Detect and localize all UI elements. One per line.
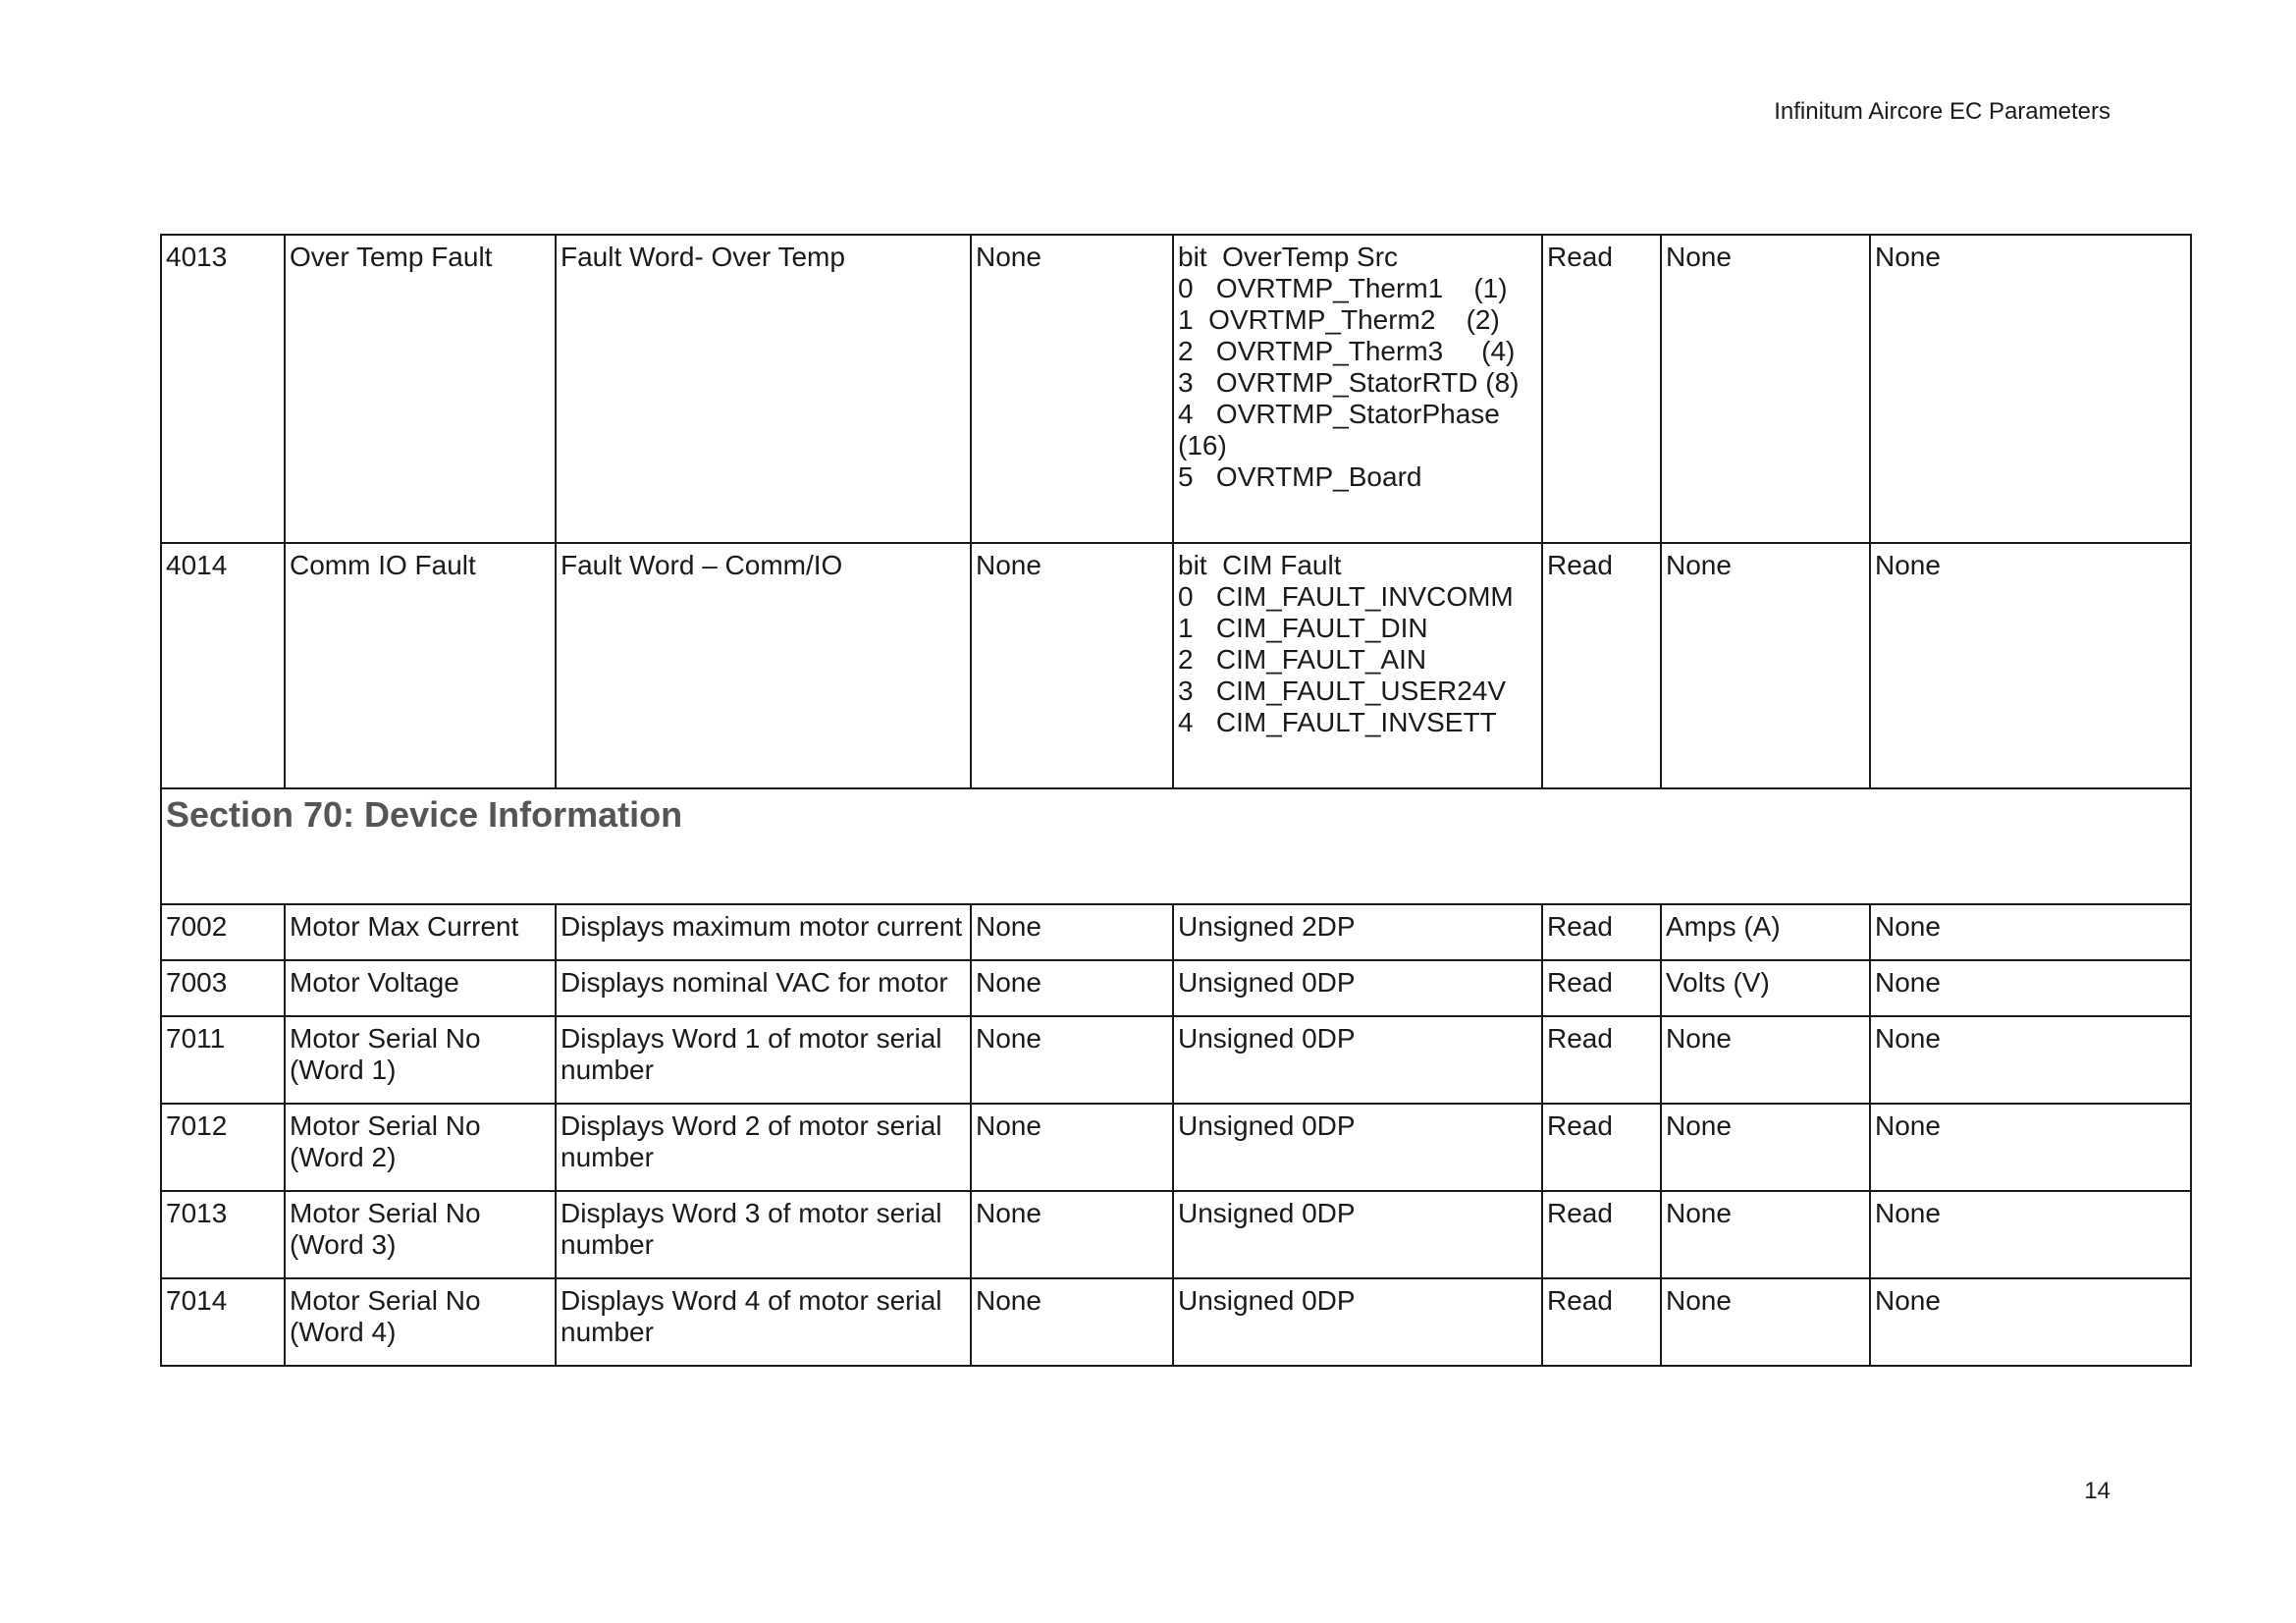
bit-line: (16) — [1178, 430, 1227, 460]
param-description: Displays Word 1 of motor serial number — [556, 1016, 971, 1104]
param-access: Read — [1542, 1278, 1661, 1366]
param-description: Displays Word 3 of motor serial number — [556, 1191, 971, 1278]
param-access: Read — [1542, 904, 1661, 960]
param-unit-scale: None — [971, 904, 1173, 960]
param-id: 7002 — [161, 904, 285, 960]
parameter-table — [160, 234, 2192, 1367]
page-header: Infinitum Aircore EC Parameters — [1774, 98, 2110, 125]
param-extra: None — [1870, 543, 2191, 788]
table-row — [161, 960, 2191, 1016]
param-units: Volts (V) — [1661, 960, 1870, 1016]
param-units: Amps (A) — [1661, 904, 1870, 960]
param-name: Over Temp Fault — [285, 235, 556, 543]
param-extra: None — [1870, 1016, 2191, 1104]
param-access: Read — [1542, 543, 1661, 788]
param-id: 4014 — [161, 543, 285, 788]
section-row — [161, 788, 2191, 904]
bit-line: 3 OVRTMP_StatorRTD (8) — [1178, 367, 1520, 398]
param-unit-scale: None — [971, 1191, 1173, 1278]
param-access: Read — [1542, 1016, 1661, 1104]
bit-header: bit CIM Fault — [1178, 550, 1342, 580]
param-extra: None — [1870, 1191, 2191, 1278]
bit-line: 2 CIM_FAULT_AIN — [1178, 644, 1427, 675]
param-id: 7014 — [161, 1278, 285, 1366]
param-access: Read — [1542, 1191, 1661, 1278]
bit-line: 0 OVRTMP_Therm1 (1) — [1178, 273, 1508, 303]
param-access: Read — [1542, 1104, 1661, 1191]
bit-line: 4 OVRTMP_StatorPhase — [1178, 399, 1500, 429]
param-format: Unsigned 0DP — [1173, 1278, 1542, 1366]
table-row — [161, 904, 2191, 960]
param-format: Unsigned 2DP — [1173, 904, 1542, 960]
param-units: None — [1661, 1191, 1870, 1278]
param-description: Displays Word 2 of motor serial number — [556, 1104, 971, 1191]
param-access: Read — [1542, 235, 1661, 543]
param-format: Unsigned 0DP — [1173, 1191, 1542, 1278]
bit-line: 0 CIM_FAULT_INVCOMM — [1178, 581, 1514, 612]
param-description: Displays maximum motor current — [556, 904, 971, 960]
param-description: Fault Word – Comm/IO — [556, 543, 971, 788]
param-name: Motor Serial No (Word 3) — [285, 1191, 556, 1278]
param-description: Displays nominal VAC for motor — [556, 960, 971, 1016]
bit-line: 5 OVRTMP_Board — [1178, 461, 1422, 492]
table-row — [161, 235, 2191, 543]
table-row — [161, 1016, 2191, 1104]
param-id: 7003 — [161, 960, 285, 1016]
bit-line: 4 CIM_FAULT_INVSETT — [1178, 707, 1497, 737]
param-extra: None — [1870, 960, 2191, 1016]
param-extra: None — [1870, 904, 2191, 960]
param-extra: None — [1870, 235, 2191, 543]
param-unit-scale: None — [971, 543, 1173, 788]
section-cell — [161, 788, 2191, 904]
param-units: None — [1661, 1016, 1870, 1104]
param-name: Motor Serial No (Word 1) — [285, 1016, 556, 1104]
param-units: None — [1661, 1278, 1870, 1366]
bit-line: 1 OVRTMP_Therm2 (2) — [1178, 304, 1500, 335]
bit-line: 3 CIM_FAULT_USER24V — [1178, 676, 1507, 706]
table-row — [161, 1278, 2191, 1366]
page-number: 14 — [2084, 1478, 2110, 1504]
param-format: Unsigned 0DP — [1173, 960, 1542, 1016]
table-row — [161, 543, 2191, 788]
param-extra: None — [1870, 1278, 2191, 1366]
param-extra: None — [1870, 1104, 2191, 1191]
table-row — [161, 1191, 2191, 1278]
param-id: 7013 — [161, 1191, 285, 1278]
param-description: Fault Word- Over Temp — [556, 235, 971, 543]
param-units: None — [1661, 1104, 1870, 1191]
param-format: Unsigned 0DP — [1173, 1016, 1542, 1104]
param-id: 7011 — [161, 1016, 285, 1104]
bit-line: 2 OVRTMP_Therm3 (4) — [1178, 336, 1516, 366]
param-id: 4013 — [161, 235, 285, 543]
table-row — [161, 1104, 2191, 1191]
param-unit-scale: None — [971, 1104, 1173, 1191]
param-units: None — [1661, 235, 1870, 543]
param-name: Comm IO Fault — [285, 543, 556, 788]
param-unit-scale: None — [971, 1278, 1173, 1366]
param-format — [1173, 543, 1542, 788]
param-unit-scale: None — [971, 960, 1173, 1016]
param-access: Read — [1542, 960, 1661, 1016]
section-title: Section 70: Device Information — [166, 794, 683, 835]
param-format — [1173, 235, 1542, 543]
param-name: Motor Voltage — [285, 960, 556, 1016]
param-id: 7012 — [161, 1104, 285, 1191]
param-format: Unsigned 0DP — [1173, 1104, 1542, 1191]
param-unit-scale: None — [971, 235, 1173, 543]
param-unit-scale: None — [971, 1016, 1173, 1104]
param-name: Motor Max Current — [285, 904, 556, 960]
param-description: Displays Word 4 of motor serial number — [556, 1278, 971, 1366]
bit-header: bit OverTemp Src — [1178, 242, 1399, 272]
param-units: None — [1661, 543, 1870, 788]
param-name: Motor Serial No (Word 4) — [285, 1278, 556, 1366]
bit-line: 1 CIM_FAULT_DIN — [1178, 613, 1428, 643]
param-name: Motor Serial No (Word 2) — [285, 1104, 556, 1191]
